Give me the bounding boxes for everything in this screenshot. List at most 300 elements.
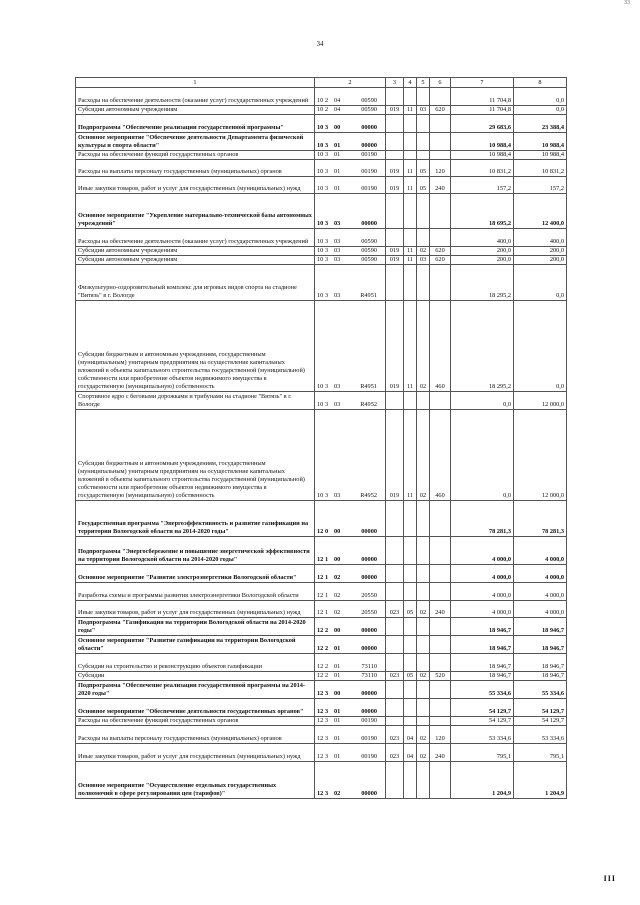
row-section-cell: 11 [404,256,417,265]
table-row [76,88,567,106]
code-program: 10 [317,220,324,227]
code-event: 01 [334,663,341,670]
header-cell: 2 [315,78,386,88]
table-row [76,151,567,160]
row-subsection-cell [417,88,430,106]
row-name-cell: Субсидии на строительство и реконструкцию объектов газификации [76,654,315,672]
row-ministry-cell [386,636,404,654]
row-subsection-cell [417,681,430,699]
code-sub: 3 [325,735,329,742]
row-section-cell [404,115,417,133]
code-program: 12 [317,592,324,599]
row-expense-type-cell: 120 [430,726,451,744]
table-row [76,744,567,762]
code-event: 01 [334,672,341,679]
code-program: 10 [317,383,324,390]
row-subsection-cell: 02 [417,601,430,618]
row-code-cell [315,583,386,601]
page-corner-number: 33 [624,0,630,6]
code-event: 02 [334,790,341,797]
row-ministry-cell [386,501,404,537]
row-expense-type-cell [430,565,451,583]
table-row [76,194,567,229]
code-program: 10 [317,247,324,254]
row-name-cell: Субсидии [76,672,315,681]
row-expense-type-cell [430,88,451,106]
code-event: 04 [334,106,341,113]
code-sub: 2 [325,663,329,670]
table-row [76,256,567,265]
row-ministry-cell [386,618,404,636]
row-amount-cell: 11 704,8 [451,106,514,115]
row-subsection-cell: 05 [417,160,430,177]
row-expense-type-cell [430,583,451,601]
code-dir: 00590 [361,106,377,113]
row-subsection-cell [417,229,430,247]
row-subsection-cell: 05 [417,177,430,194]
row-amount-cell: 400,0 [451,229,514,247]
table-row [76,265,567,301]
row-amount-cell: 10 988,4 [451,151,514,160]
row-amount-cell: 11 704,8 [451,88,514,106]
row-subsection-cell [417,392,430,410]
code-dir: 00590 [361,256,377,263]
row-ministry-cell: 019 [386,177,404,194]
code-sub: 3 [325,401,329,408]
row-section-cell [404,654,417,672]
row-expense-type-cell: 240 [430,177,451,194]
code-program: 12 [317,708,324,715]
code-program: 12 [317,627,324,634]
row-expense-type-cell [430,194,451,229]
code-dir: 00000 [361,627,377,634]
row-name-cell: Основное мероприятие "Обеспечение деятельности государственных органов" [76,699,315,717]
row-name-cell: Иные закупки товаров, работ и услуг для государственных (муниципальных) нужд [76,601,315,618]
code-sub: 0 [325,528,329,535]
code-sub: 3 [325,790,329,797]
code-program: 10 [317,256,324,263]
row-expense-type-cell [430,265,451,301]
row-code-cell [315,392,386,410]
row-ministry-cell [386,88,404,106]
row-code-cell [315,88,386,106]
row-subsection-cell [417,618,430,636]
code-event: 02 [334,609,341,616]
row-name-cell: Расходы на обеспечение функций государственных органов [76,717,315,726]
row-name-cell: Разработка схемы и программы развития электроэнергетики Вологодской области [76,583,315,601]
row-name-cell: Субсидии автономным учреждениям [76,256,315,265]
code-dir: 00190 [361,717,377,724]
row-code-cell [315,681,386,699]
code-program: 10 [317,168,324,175]
row-ministry-cell [386,194,404,229]
row-amount-cell: 4 000,0 [451,583,514,601]
row-expense-type-cell [430,392,451,410]
code-event: 01 [334,185,341,192]
row-subsection-cell: 02 [417,744,430,762]
row-expense-type-cell: 620 [430,247,451,256]
row-name-cell: Подпрограмма "Обеспечение реализации государственной программы" [76,115,315,133]
code-dir: 00590 [361,238,377,245]
row-code-cell [315,177,386,194]
row-subsection-cell: 02 [417,247,430,256]
code-sub: 3 [325,185,329,192]
row-section-cell: 04 [404,726,417,744]
code-sub: 2 [325,672,329,679]
row-expense-type-cell [430,636,451,654]
row-amount-cell: 157,2 [451,177,514,194]
row-code-cell [315,699,386,717]
row-section-cell [404,699,417,717]
row-amount-cell: 157,2 [514,177,567,194]
code-sub: 3 [325,151,329,158]
row-section-cell [404,229,417,247]
row-amount-cell: 0,0 [451,392,514,410]
code-event: 01 [334,142,341,149]
code-sub: 3 [325,753,329,760]
code-dir: 00000 [361,790,377,797]
row-amount-cell: 0,0 [514,106,567,115]
code-sub: 1 [325,609,329,616]
code-dir: R4952 [360,401,377,408]
table-row [76,762,567,799]
row-amount-cell: 4 000,0 [451,601,514,618]
row-name-cell: Расходы на обеспечение функций государственных органов [76,151,315,160]
row-amount-cell: 10 831,2 [514,160,567,177]
code-event: 01 [334,735,341,742]
table-row [76,654,567,672]
row-ministry-cell [386,654,404,672]
row-amount-cell: 54 129,7 [514,717,567,726]
table-row [76,501,567,537]
code-event: 03 [334,492,341,499]
code-sub: 2 [325,97,329,104]
row-amount-cell: 0,0 [451,410,514,501]
table-header-row [76,78,567,88]
row-section-cell: 04 [404,744,417,762]
corner-mark: III [603,874,616,883]
code-event: 03 [334,256,341,263]
row-section-cell [404,537,417,565]
row-amount-cell: 12 000,0 [514,392,567,410]
row-ministry-cell [386,537,404,565]
code-sub: 3 [325,383,329,390]
row-section-cell [404,151,417,160]
row-amount-cell: 18 695,2 [451,194,514,229]
code-event: 00 [334,556,341,563]
row-ministry-cell [386,392,404,410]
row-amount-cell: 10 988,4 [514,151,567,160]
code-sub: 2 [325,627,329,634]
table-row [76,133,567,151]
code-sub: 1 [325,574,329,581]
row-amount-cell: 200,0 [451,247,514,256]
row-subsection-cell: 02 [417,672,430,681]
row-ministry-cell: 023 [386,672,404,681]
row-code-cell [315,265,386,301]
code-dir: 00190 [361,753,377,760]
row-code-cell [315,160,386,177]
code-sub: 3 [325,256,329,263]
row-expense-type-cell [430,133,451,151]
row-amount-cell: 53 334,6 [451,726,514,744]
code-event: 00 [334,690,341,697]
code-sub: 1 [325,592,329,599]
table-row [76,115,567,133]
row-code-cell [315,537,386,565]
table-row [76,672,567,681]
row-ministry-cell: 019 [386,410,404,501]
row-name-cell: Государственная программа "Энергоэффективность и развитие газификации на территории Вологодской области на 2014-2020 годы" [76,501,315,537]
table-row [76,601,567,618]
code-event: 03 [334,238,341,245]
row-expense-type-cell [430,762,451,799]
row-amount-cell: 0,0 [514,301,567,392]
row-section-cell: 11 [404,410,417,501]
table-row [76,726,567,744]
code-event: 00 [334,627,341,634]
row-amount-cell: 18 946,7 [514,636,567,654]
row-subsection-cell: 02 [417,726,430,744]
row-ministry-cell: 019 [386,160,404,177]
row-section-cell: 11 [404,247,417,256]
table-row [76,301,567,392]
row-section-cell [404,618,417,636]
row-amount-cell: 4 000,0 [451,565,514,583]
row-name-cell: Основное мероприятие "Укрепление материально-технической базы автономных учреждений" [76,194,315,229]
row-subsection-cell: 03 [417,256,430,265]
row-amount-cell: 18 946,7 [451,672,514,681]
row-name-cell: Основное мероприятие "Развитие электроэнергетики Вологодской области" [76,565,315,583]
code-dir: 00190 [361,735,377,742]
row-expense-type-cell [430,501,451,537]
row-ministry-cell [386,133,404,151]
code-dir: 00590 [361,247,377,254]
row-amount-cell: 18 946,7 [451,636,514,654]
row-code-cell [315,762,386,799]
code-event: 00 [334,528,341,535]
row-amount-cell: 29 683,6 [451,115,514,133]
row-amount-cell: 200,0 [451,256,514,265]
code-sub: 2 [325,106,329,113]
row-subsection-cell [417,654,430,672]
row-amount-cell: 4 000,0 [514,565,567,583]
row-amount-cell: 10 988,4 [514,133,567,151]
code-dir: R4951 [360,383,377,390]
code-sub: 3 [325,142,329,149]
code-program: 10 [317,238,324,245]
row-section-cell [404,636,417,654]
row-section-cell [404,88,417,106]
row-name-cell: Расходы на обеспечение деятельности (оказание услуг) государственных учреждений [76,88,315,106]
row-ministry-cell [386,115,404,133]
row-code-cell [315,565,386,583]
code-program: 12 [317,790,324,797]
row-name-cell: Иные закупки товаров, работ и услуг для государственных (муниципальных) нужд [76,744,315,762]
row-expense-type-cell: 240 [430,744,451,762]
code-dir: 00000 [361,124,377,131]
row-section-cell [404,565,417,583]
table-row [76,717,567,726]
row-amount-cell: 4 000,0 [514,583,567,601]
row-name-cell: Физкультурно-оздоровительный комплекс для игровых видов спорта на стадионе "Витязь" в г. Вологде [76,265,315,301]
row-expense-type-cell: 520 [430,672,451,681]
code-event: 03 [334,292,341,299]
code-event: 03 [334,401,341,408]
code-program: 10 [317,492,324,499]
row-expense-type-cell: 460 [430,301,451,392]
row-code-cell [315,501,386,537]
code-program: 12 [317,753,324,760]
header-cell: 3 [386,78,404,88]
row-expense-type-cell: 460 [430,410,451,501]
row-name-cell: Расходы на выплаты персоналу государственных (муниципальных) органов [76,160,315,177]
header-cell: 7 [451,78,514,88]
row-subsection-cell [417,265,430,301]
row-section-cell: 11 [404,301,417,392]
row-code-cell [315,194,386,229]
row-code-cell [315,744,386,762]
code-event: 02 [334,574,341,581]
row-subsection-cell [417,565,430,583]
code-event: 01 [334,717,341,724]
row-expense-type-cell [430,699,451,717]
row-section-cell [404,392,417,410]
row-expense-type-cell: 240 [430,601,451,618]
row-code-cell [315,672,386,681]
row-expense-type-cell: 620 [430,256,451,265]
code-dir: 20550 [361,592,377,599]
table-row [76,537,567,565]
row-ministry-cell [386,565,404,583]
code-sub: 3 [325,247,329,254]
code-program: 10 [317,185,324,192]
row-name-cell: Основное мероприятие "Обеспечение деятельности Департамента физической культуры и спорта области" [76,133,315,151]
table-row [76,160,567,177]
row-subsection-cell [417,115,430,133]
row-subsection-cell [417,583,430,601]
row-amount-cell: 54 129,7 [451,699,514,717]
row-expense-type-cell: 120 [430,160,451,177]
row-amount-cell: 78 281,3 [451,501,514,537]
table-row [76,177,567,194]
row-ministry-cell: 019 [386,301,404,392]
code-dir: 00590 [361,97,377,104]
row-amount-cell: 55 334,6 [451,681,514,699]
row-amount-cell: 10 988,4 [451,133,514,151]
code-dir: 00190 [361,185,377,192]
row-name-cell: Субсидии автономным учреждениям [76,247,315,256]
code-program: 12 [317,645,324,652]
row-name-cell: Подпрограмма "Энергосбережение и повышение энергетической эффективности на территории Вологодской области на 2014-2020 годы" [76,537,315,565]
row-amount-cell: 23 388,4 [514,115,567,133]
budget-table [75,77,567,799]
code-sub: 3 [325,292,329,299]
page-number: 34 [316,40,324,48]
code-event: 01 [334,645,341,652]
row-section-cell: 11 [404,160,417,177]
table-row [76,636,567,654]
row-amount-cell: 18 946,7 [451,654,514,672]
row-code-cell [315,601,386,618]
row-amount-cell: 18 295,2 [451,265,514,301]
row-expense-type-cell [430,115,451,133]
row-amount-cell: 4 000,0 [451,537,514,565]
code-program: 12 [317,528,324,535]
row-name-cell: Субсидии бюджетным и автономным учреждениям, государственным (муниципальным) унитарным предприятиям на осуществление капитальных вложений в объекты капитального строительства государственной (муниципальной) собственности или приобретение объектов недвижимого имущества в государственную (муниципальную) собственность [76,301,315,392]
code-dir: 00000 [361,528,377,535]
row-expense-type-cell [430,537,451,565]
row-ministry-cell: 023 [386,726,404,744]
code-sub: 3 [325,220,329,227]
row-name-cell: Субсидии автономным учреждениям [76,106,315,115]
code-program: 10 [317,292,324,299]
code-program: 12 [317,717,324,724]
code-event: 04 [334,97,341,104]
code-program: 12 [317,663,324,670]
row-name-cell: Подпрограмма "Обеспечение реализации государственной программы на 2014-2020 годы" [76,681,315,699]
row-amount-cell: 200,0 [514,256,567,265]
code-dir: 00190 [361,151,377,158]
code-sub: 3 [325,124,329,131]
row-expense-type-cell [430,681,451,699]
code-dir: R4951 [360,292,377,299]
code-dir: 20550 [361,609,377,616]
row-code-cell [315,654,386,672]
row-name-cell: Подпрограмма "Газификация на территории Вологодской области на 2014-2020 годы" [76,618,315,636]
code-event: 00 [334,124,341,131]
table-row [76,583,567,601]
row-amount-cell: 4 000,0 [514,601,567,618]
row-expense-type-cell [430,618,451,636]
table-row [76,392,567,410]
row-subsection-cell: 03 [417,106,430,115]
code-program: 12 [317,690,324,697]
code-program: 12 [317,556,324,563]
table-body [76,88,567,799]
code-dir: 00000 [361,574,377,581]
row-subsection-cell [417,133,430,151]
row-code-cell [315,229,386,247]
header-cell: 6 [430,78,451,88]
row-code-cell [315,256,386,265]
header-cell: 1 [76,78,315,88]
row-code-cell [315,636,386,654]
code-dir: 00000 [361,690,377,697]
table-row [76,565,567,583]
row-ministry-cell [386,151,404,160]
code-event: 03 [334,247,341,254]
code-program: 10 [317,97,324,104]
code-sub: 3 [325,238,329,245]
row-expense-type-cell [430,654,451,672]
row-name-cell: Основное мероприятие "Осуществление отдельных государственных полномочий в сфере регулирования цен (тарифов)" [76,762,315,799]
row-subsection-cell [417,699,430,717]
row-subsection-cell: 02 [417,410,430,501]
code-sub: 2 [325,645,329,652]
row-ministry-cell [386,699,404,717]
table-row [76,699,567,717]
row-section-cell [404,681,417,699]
code-sub: 1 [325,556,329,563]
table-row [76,106,567,115]
code-event: 03 [334,220,341,227]
table-row [76,410,567,501]
code-sub: 3 [325,717,329,724]
row-name-cell: Иные закупки товаров, работ и услуг для государственных (муниципальных) нужд [76,177,315,194]
row-ministry-cell: 019 [386,256,404,265]
code-dir: 00000 [361,220,377,227]
